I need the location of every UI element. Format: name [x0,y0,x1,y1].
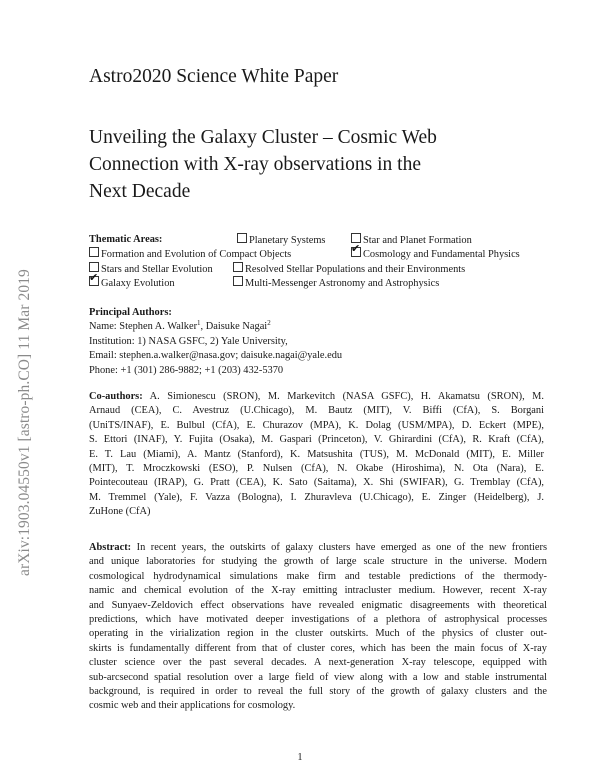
abstract-line: Abstract: In recent years, the outskirts of galaxy clusters have emerged as one of the new frontiers [89,542,547,553]
abstract-line: namic and chemical evolution of the X-ray emitting intracluster medium. However, recent X-ray [89,585,547,597]
abstract-line: and unique laboratories for studying the growth of large scale structure in the universe. Modern [89,556,547,568]
coauthor-line: (MIT), T. Mroczkowski (ESO), P. Nulsen (CfA), N. Okabe (Hiroshima), N. Ota (Nara), E. [89,463,544,475]
checkbox-checked-icon [351,247,361,257]
abstract-line: cluster science over the past several decades. A next-generation X-ray telescope, equipped with [89,657,547,669]
title-line: Connection with X-ray observations in the [89,154,421,175]
page-number: 1 [297,752,303,763]
thematic-areas-label: Thematic Areas: [89,234,163,245]
author-phone: Phone: +1 (301) 286-9882; +1 (203) 432-5370 [89,364,284,376]
checkbox-icon [237,233,247,243]
coauthor-line: Co-authors: A. Simionescu (SRON), M. Markevitch (NASA GSFC), H. Akamatsu (SRON), M. [89,391,544,402]
abstract-line: cosmological hydrodynamical simulations make firm and testable predictions of the thermody- [89,570,547,582]
checkbox-icon [89,247,99,257]
checkbox-icon [233,276,243,286]
co-authors-label: Co-authors: [89,391,143,402]
abstract [89,541,547,714]
author-email: Email: stephen.a.walker@nasa.gov; daisuke.nagai@yale.edu [89,350,343,362]
coauthor-line: E. T. Lau (Miami), A. Mantz (Stanford), K. Matsushita (TUS), M. McDonald (MIT), E. Miller [89,448,544,460]
thematic-item[interactable] [89,276,175,291]
abstract-line: sub-arcsecond spatial resolution over a large field of view along with a low and stable instrumental [89,671,547,683]
thematic-item-label: Star and Planet Formation [363,235,472,246]
thematic-item[interactable] [351,247,520,262]
abstract-line: and Sunyaev-Zeldovich effect observations have revealed enigmatic disagreements with theoretical [89,599,547,611]
co-authors [89,390,544,520]
principal-authors-label: Principal Authors: [89,307,172,318]
title-line: Next Decade [89,181,191,202]
abstract-label: Abstract: [89,542,132,553]
thematic-item[interactable] [233,276,439,291]
abstract-line: skirts is fundamentally different from that of cluster cores, which has been the main focus of X-ray [89,642,547,654]
author-names: Name: Stephen A. Walker$^1$, Daisuke Nagai$^2$ [89,319,271,333]
thematic-areas [89,233,559,291]
abstract-line: operating in the virialization region in the cluster outskirts. Much of the physics of cluster out- [89,628,547,640]
author-institution: Institution: 1) NASA GSFC, 2) Yale University, [89,335,288,347]
checkbox-checked-icon [89,276,99,286]
thematic-item-label: Multi-Messenger Astronomy and Astrophysics [245,278,440,290]
abstract-line: background, is required in order to reveal the full story of the growth of galaxy clusters and the [89,686,547,698]
coauthor-line: ZuHone (CfA) [89,506,151,518]
coauthor-line: S. Ettori (INAF), Y. Fujita (Osaka), M. Gaspari (Princeton), V. Ghirardini (CfA), R. Kraft (CfA), [89,434,544,446]
coauthor-line: Arnaud (CEA), C. Avestruz (U.Chicago), M. Bautz (MIT), V. Biffi (CfA), S. Borgani [89,405,544,417]
thematic-item[interactable] [237,233,325,248]
arxiv-identifier: arXiv:1903.04550v1 [astro-ph.CO] 11 Mar 2019 [16,269,33,576]
abstract-line: cosmic web and their applications for cosmology. [89,700,296,712]
thematic-item-label: Formation and Evolution of Compact Objects [101,249,292,261]
thematic-item-label: Stars and Stellar Evolution [101,263,213,275]
paper-title [89,124,559,205]
whitepaper-header: Astro2020 Science White Paper [89,66,339,87]
title-line: Unveiling the Galaxy Cluster – Cosmic Web [89,127,437,148]
thematic-item-label: Planetary Systems [249,235,326,246]
principal-authors [89,306,559,378]
coauthor-line: Pointecouteau (IRAP), G. Pratt (CEA), K. Sato (Saitama), X. Shi (SWIFAR), G. Tremblay (CfA), [89,477,544,489]
coauthor-line: (UniTS/INAF), E. Bulbul (CfA), E. Churazov (MPA), K. Dolag (USM/MPA), D. Eckert (MPE), [89,419,544,431]
checkbox-icon [233,262,243,272]
thematic-item-label: Cosmology and Fundamental Physics [363,249,520,261]
thematic-item-label: Galaxy Evolution [101,278,175,290]
coauthor-line: M. Tremmel (Yale), F. Vazza (Bologna), I. Zhuravleva (U.Chicago), E. Zinger (Heidelberg), J. [89,491,544,503]
thematic-item[interactable] [351,233,472,248]
thematic-item-label: Resolved Stellar Populations and their Environments [245,263,466,275]
thematic-item[interactable] [89,247,291,262]
abstract-line: predictions, which have motivated deeper investigations of a plethora of astrophysical processes [89,614,547,626]
thematic-item[interactable] [89,262,213,277]
thematic-item[interactable] [233,262,465,277]
